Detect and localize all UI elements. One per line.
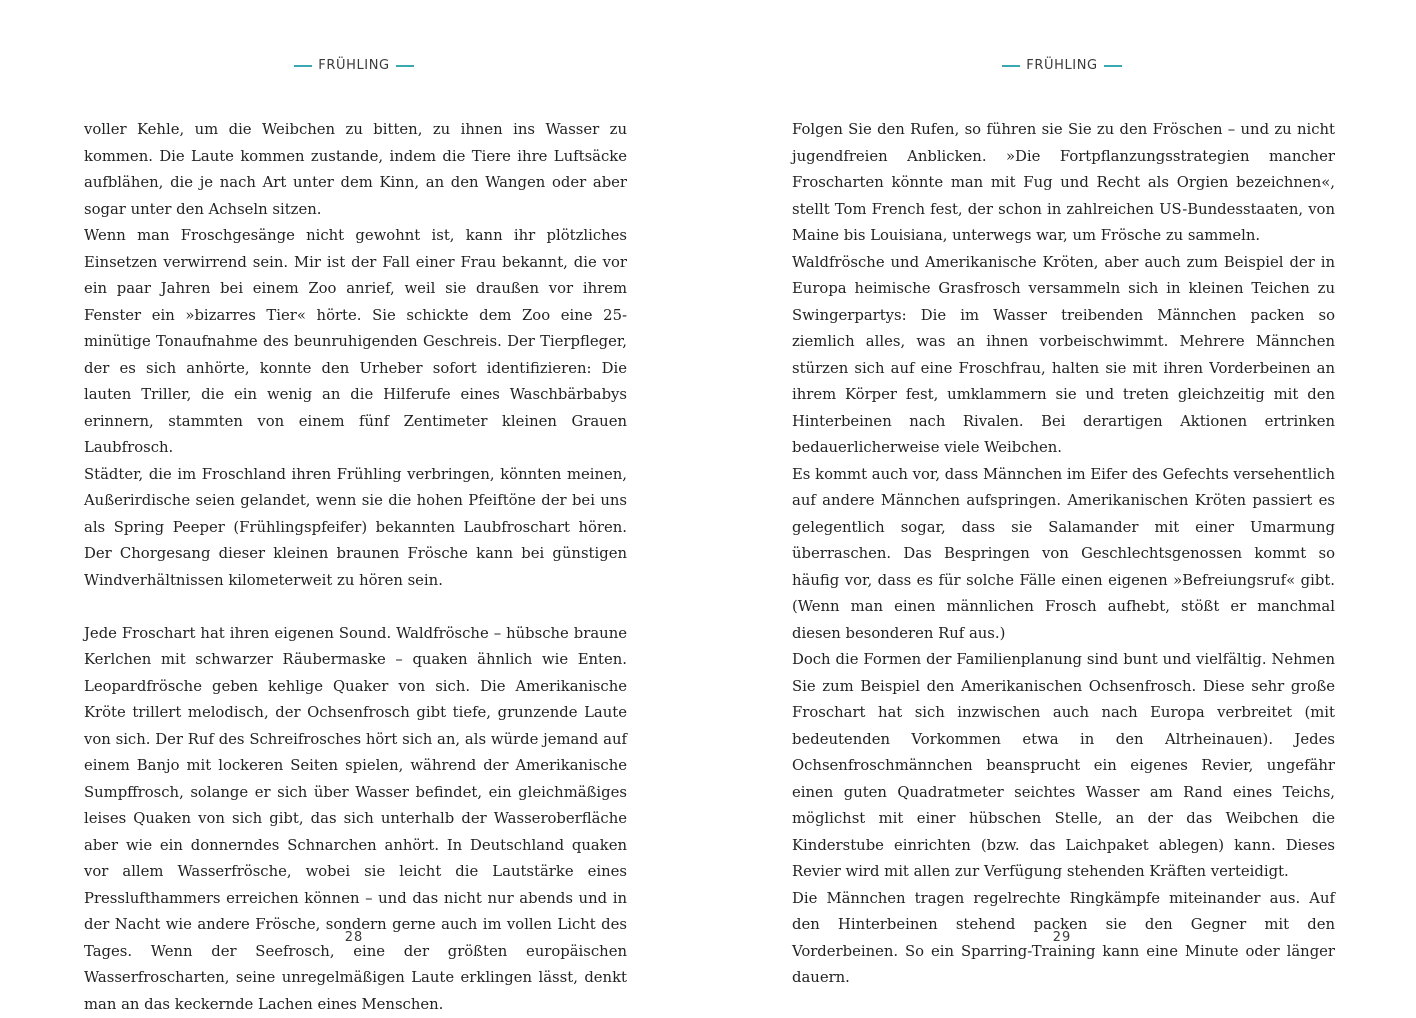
- body-text: [84, 117, 627, 1018]
- paragraph: Waldfrösche und Amerikanische Kröten, aber auch zum Beispiel der in Europa heimische Grasfrosch versammeln sich in kleinen Teichen zu Swingerpartys: Die im Wasser treibenden Männchen packen so ziemlich alles, was an ihnen vorbeischwimmt. Mehrere Männchen stürzen sich auf eine Froschfrau, halten sie mit ihren Vorderbeinen an ihrem Körper fest, umklammern sie und treten gleichzeitig mit den Hinterbeinen nach Rivalen. Bei derartigen Aktionen ertrinken bedauerlicherweise viele Weibchen.: [792, 250, 1335, 462]
- paragraph: Doch die Formen der Familienplanung sind bunt und vielfältig. Nehmen Sie zum Beispiel den Amerikanischen Ochsenfrosch. Diese sehr große Froschart hat sich inzwischen auch nach Europa verbreitet (mit bedeutenden Vorkommen etwa in den Altrheinauen). Jedes Ochsenfroschmännchen beansprucht ein eigenes Revier, ungefähr einen guten Quadratmeter seichtes Wasser am Rand eines Teichs, möglichst mit einer hübschen Stelle, an der das Weibchen die Kinderstube einrichten (bzw. das Laichpaket ablegen) kann. Dieses Revier wird mit allen zur Verfügung stehenden Kräften verteidigt.: [792, 647, 1335, 886]
- header-rule-left: [1002, 65, 1020, 67]
- running-header: [0, 56, 708, 77]
- header-rule-left: [294, 65, 312, 67]
- paragraph: voller Kehle, um die Weibchen zu bitten, zu ihnen ins Wasser zu kommen. Die Laute kommen zustande, indem die Tiere ihre Luftsäcke aufblähen, die je nach Art unter dem Kinn, an den Wangen oder aber sogar unter den Achseln sitzen.: [84, 117, 627, 223]
- paragraph: Städter, die im Froschland ihren Frühling verbringen, könnten meinen, Außerirdische seien gelandet, wenn sie die hohen Pfeiftöne der bei uns als Spring Peeper (Frühlingspfeifer) bekannten Laubfroschart hören. Der Chorgesang dieser kleinen braunen Frösche kann bei günstigen Windverhältnissen kilometerweit zu hören sein.: [84, 462, 627, 595]
- header-rule-right: [1104, 65, 1122, 67]
- paragraph: Die Männchen tragen regelrechte Ringkämpfe miteinander aus. Auf den Hinterbeinen stehend packen sie den Gegner mit den Vorderbeinen. So ein Sparring-Training kann eine Minute oder länger dauern.: [792, 886, 1335, 992]
- page-number: 29: [708, 930, 1416, 945]
- paragraph: Jede Froschart hat ihren eigenen Sound. Waldfrösche – hübsche braune Kerlchen mit schwarzer Räubermaske – quaken ähnlich wie Enten. Leopardfrösche geben kehlige Quaker von sich. Die Amerikanische Kröte trillert melodisch, der Ochsenfrosch gibt tiefe, grunzende Laute von sich. Der Ruf des Schreifrosches hört sich an, als würde jemand auf einem Banjo mit lockeren Seiten spielen, während der Amerikanische Sumpffrosch, solange er sich über Wasser befindet, ein gleichmäßiges leises Quaken von sich gibt, das sich unterhalb der Wasseroberfläche aber wie ein donnerndes Schnarchen anhört. In Deutschland quaken vor allem Wasserfrösche, wobei sie leicht die Lautstärke eines Presslufthammers erreichen können – und das nicht nur abends und in der Nacht wie andere Frösche, sondern gerne auch im vollen Licht des Tages. Wenn der Seefrosch, eine der größten europäischen Wasserfroscharten, seine unregelmäßigen Laute erklingen lässt, denkt man an das keckernde Lachen eines Menschen.: [84, 621, 627, 1018]
- header-title: FRÜHLING: [1026, 58, 1097, 73]
- header-rule-right: [396, 65, 414, 67]
- right-page: [708, 0, 1416, 1000]
- paragraph: Es kommt auch vor, dass Männchen im Eifer des Gefechts versehentlich auf andere Männchen aufspringen. Amerikanischen Kröten passiert es gelegentlich sogar, dass sie Salamander mit einer Umarmung überraschen. Das Bespringen von Geschlechtsgenossen kommt so häufig vor, dass es für solche Fälle einen eigenen »Befreiungsruf« gibt. (Wenn man einen männlichen Frosch aufhebt, stößt er manchmal diesen besonderen Ruf aus.): [792, 462, 1335, 648]
- paragraph: Folgen Sie den Rufen, so führen sie Sie zu den Fröschen – und zu nicht jugendfreien Anblicken. »Die Fortpflanzungsstrategien mancher Froscharten könnte man mit Fug und Recht als Orgien bezeichnen«, stellt Tom French fest, der schon in zahlreichen US-Bundesstaaten, von Maine bis Louisiana, unterwegs war, um Frösche zu sammeln.: [792, 117, 1335, 250]
- body-text: [792, 117, 1335, 992]
- header-title: FRÜHLING: [318, 58, 389, 73]
- left-page: [0, 0, 708, 1000]
- paragraph: Wenn man Froschgesänge nicht gewohnt ist, kann ihr plötzliches Einsetzen verwirrend sein. Mir ist der Fall einer Frau bekannt, die vor ein paar Jahren bei einem Zoo anrief, weil sie draußen vor ihrem Fenster ein »bizarres Tier« hörte. Sie schickte dem Zoo eine 25-minütige Tonaufnahme des beunruhigenden Geschreis. Der Tierpfleger, der es sich anhörte, konnte den Urheber sofort identifizieren: Die lauten Triller, die ein wenig an die Hilferufe eines Waschbärbabys erinnern, stammten von einem fünf Zentimeter kleinen Grauen Laubfrosch.: [84, 223, 627, 462]
- running-header: [708, 56, 1416, 77]
- page-number: 28: [0, 930, 708, 945]
